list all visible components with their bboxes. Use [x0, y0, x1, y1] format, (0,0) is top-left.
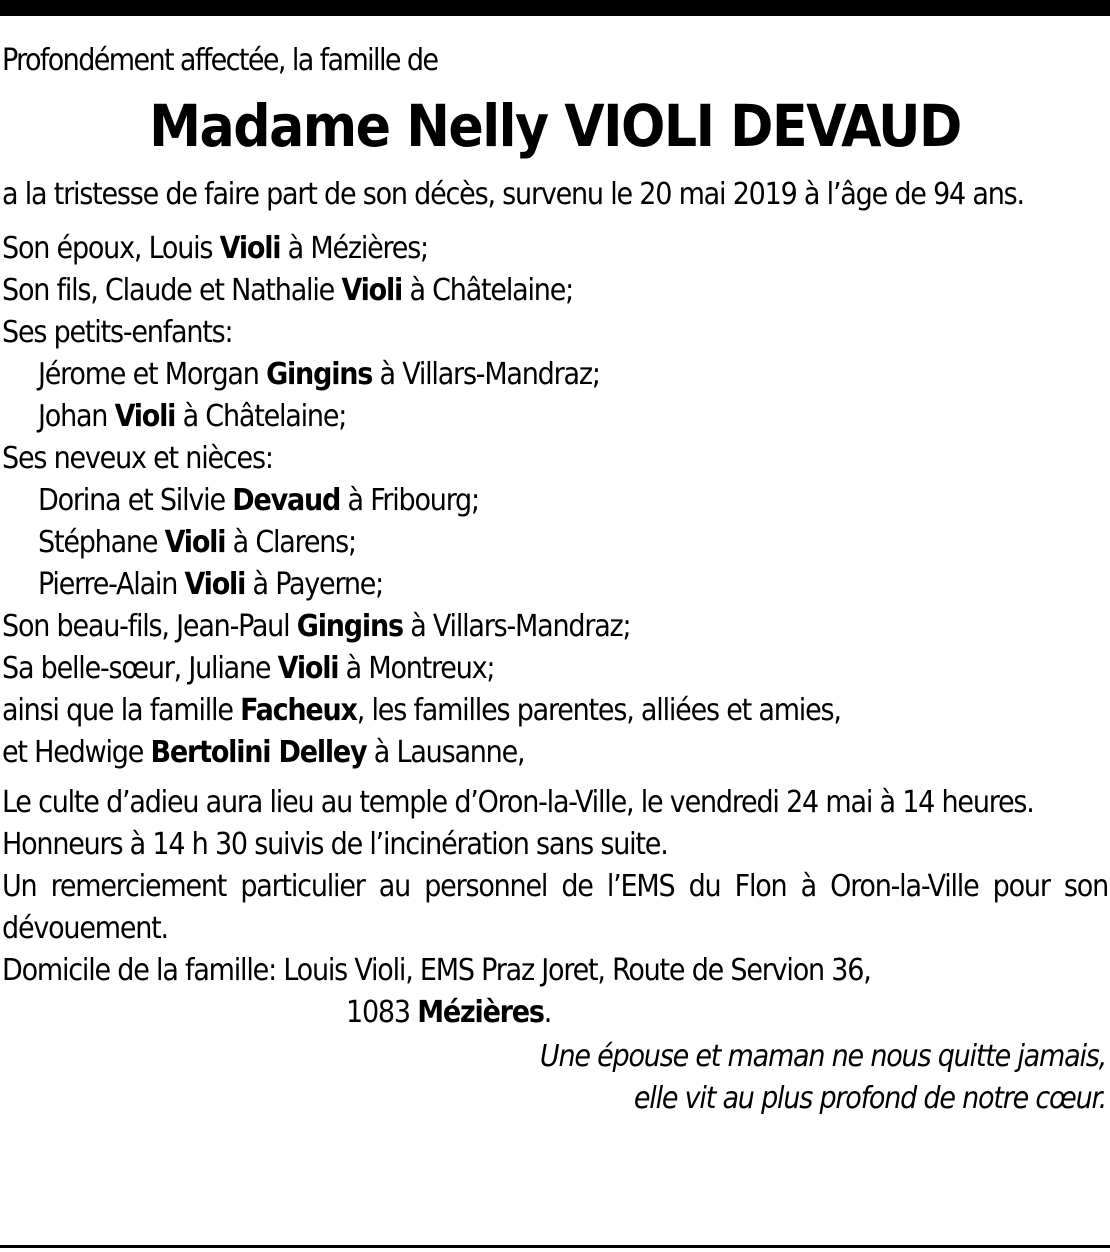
ceremony-text: Le culte d’adieu aura lieu au temple d’Oron-la-Ville, le vendredi 24 mai à 14 heures. — [2, 785, 1034, 820]
bottom-border-rule — [0, 1245, 1110, 1248]
family-line-son: Son fils, Claude et Nathalie Violi à Châtelaine; — [2, 273, 573, 308]
family-line-stepson: Son beau-fils, Jean-Paul Gingins à Villars-Mandraz; — [2, 609, 631, 644]
deceased-name: Madame Nelly VIOLI DEVAUD — [149, 92, 961, 160]
domicile-text: Domicile de la famille: Louis Violi, EMS Praz Joret, Route de Servion 36, — [2, 953, 871, 988]
family-line-sister-in-law: Sa belle-sœur, Juliane Violi à Montreux; — [2, 651, 495, 686]
nephews-nieces-heading: Ses neveux et nièces: — [2, 441, 273, 476]
quote-line: elle vit au plus profond de notre cœur. — [633, 1081, 1106, 1116]
family-list — [2, 228, 1108, 774]
top-border-rule — [0, 0, 1110, 16]
family-line-spouse: Son époux, Louis Violi à Mézières; — [2, 231, 428, 266]
family-line-nephew-niece: Pierre-Alain Violi à Payerne; — [38, 567, 384, 602]
quote-line: Une épouse et maman ne nous quitte jamais, — [539, 1039, 1106, 1074]
family-line-friend: et Hedwige Bertolini Delley à Lausanne, — [2, 735, 525, 770]
service-details — [2, 782, 1108, 1034]
family-line-extended: ainsi que la famille Facheux, les familles parentes, alliées et amies, — [2, 693, 841, 728]
thanks-text: Un remerciement particulier au personnel de l’EMS du Flon à Oron-la-Ville pour son dévouement. — [2, 869, 1108, 946]
closing-quote — [2, 1036, 1108, 1120]
family-line-grandchild: Johan Violi à Châtelaine; — [38, 399, 347, 434]
domicile-city: 1083 Mézières. — [346, 995, 552, 1030]
announcement-text: a la tristesse de faire part de son décès, survenu le 20 mai 2019 à l’âge de 94 ans. — [2, 177, 1024, 212]
family-line-grandchild: Jérome et Morgan Gingins à Villars-Mandraz; — [38, 357, 600, 392]
intro-text: Profondément affectée, la famille de — [2, 43, 438, 78]
death-notice — [2, 40, 1108, 1120]
honors-text: Honneurs à 14 h 30 suivis de l’incinération sans suite. — [2, 827, 668, 862]
grandchildren-heading: Ses petits-enfants: — [2, 315, 233, 350]
family-line-nephew-niece: Dorina et Silvie Devaud à Fribourg; — [38, 483, 479, 518]
family-line-nephew-niece: Stéphane Violi à Clarens; — [38, 525, 356, 560]
